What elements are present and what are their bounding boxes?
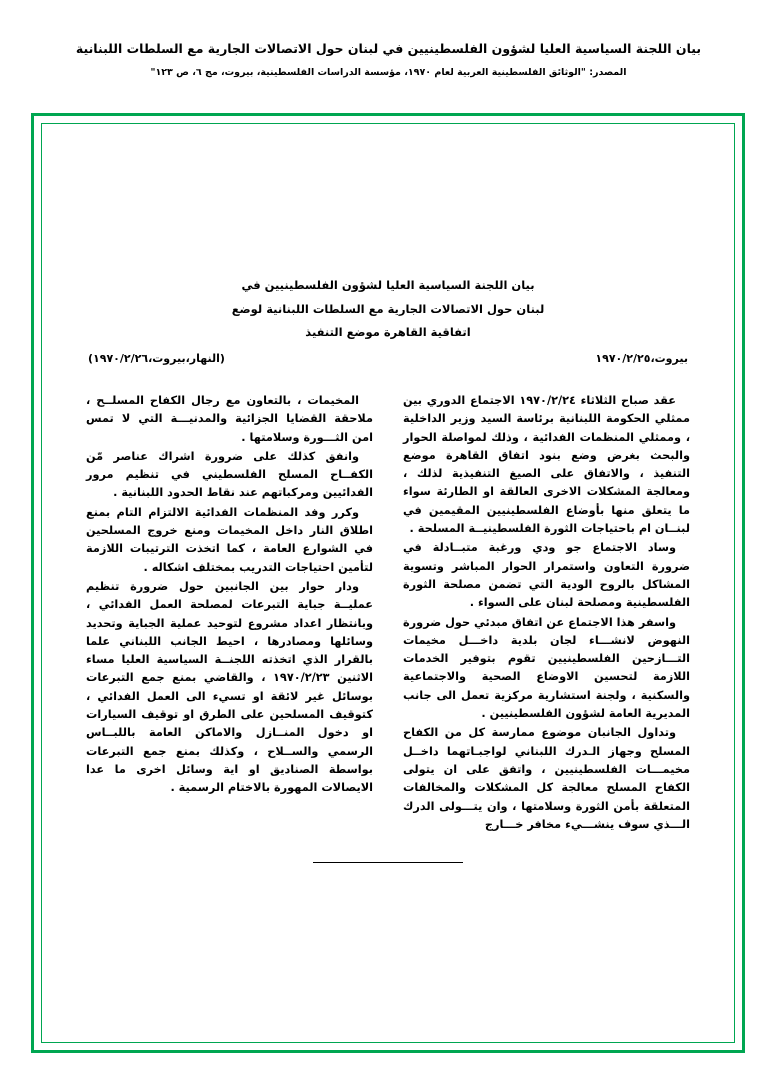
paragraph: عقد صباح الثلاثاء ١٩٧٠/٢/٢٤ الاجتماع الدوري بين ممثلي الحكومة اللبنانية برئاسة السيد وزير الداخلية ، وممثلي المنظمات الفدائية ، وذلك لمواصلة الحوار والبحث بغرض وضع بنود اتفاق القاهرة موضع التنفيذ ، والاتفاق على الصيغ التنفيذية لذلك ، ومعالجة المشكلات الاخرى العالقة او الطارئة سواء ما يتعلق منها بأوضاع الفلسطينيين المقيمين في لبنــان ام باحتياجات الثورة الفلسطينيــة المسلحة . bbox=[403, 394, 690, 536]
page-header bbox=[0, 0, 777, 78]
page-title: بيان اللجنة السياسية العليا لشؤون الفلسطينيين في لبنان حول الاتصالات الجارية مع السلطات اللبنانية bbox=[75, 41, 702, 56]
green-border-frame bbox=[31, 113, 745, 1053]
document-title-line-3: اتفاقية القاهرة موضع التنفيذ bbox=[305, 325, 471, 340]
source-citation: المصدر: "الوثائق الفلسطينية العربية لعام ١٩٧٠، مؤسسة الدراسات الفلسطينية، بيروت، مج ٦، ص ١٢٣" bbox=[150, 66, 627, 78]
paragraph: وساد الاجتماع جو ودي ورغبة متبــادلة في ضرورة التعاون واستمرار الحوار المباشر وتسوية المشاكل بالروح الودية التي تضمن مصلحة الثورة الفلسطينية ومصلحة لبنان على السواء . bbox=[403, 541, 690, 610]
document-title-line-1: بيان اللجنة السياسية العليا لشؤون الفلسطينيين في bbox=[241, 278, 535, 292]
framed-content bbox=[42, 124, 734, 1042]
column-right bbox=[403, 392, 690, 835]
dateline-place-date: بيروت،١٩٧٠/٢/٢٥ bbox=[595, 352, 688, 365]
document-title bbox=[42, 274, 734, 345]
paragraph: المخيمات ، بالتعاون مع رجال الكفاح المسلــح ، ملاحقة القضايا الجزائية والمدنيـــة التي لا تمس امن الثـــورة وسلامتها . bbox=[86, 394, 373, 444]
green-inner-border bbox=[41, 123, 735, 1043]
paragraph: ودار حوار بين الجانبين حول ضرورة تنظيم عمليــة جباية التبرعات لمصلحة العمل الفدائي ، وبانتظار اعداد مشروع لتوحيد عملية الجباية وتحديد وسائلها ومصادرها ، احيط الجانب اللبناني علما بالقرار الذي اتخذته اللجنــة السياسية العليا مساء الاثنين ١٩٧٠/٢/٢٣ ، والقاضي بمنع جمع التبرعات بوسائل غير لائقة او تسيء الى العمل الفدائي ، كتوقيف المسلحين على الطرق او توقيف السيارات او دخول المنــازل والاماكن العامة باللبــاس الرسمي والســلاح ، وكذلك بمنع جمع التبرعات بواسطة الصناديق او اية وسائل اخرى ما عدا الايصالات المهورة بالاختام الرسمية . bbox=[86, 579, 374, 795]
dateline-source-ref: (النهار،بيروت،١٩٧٠/٢/٢٦) bbox=[88, 352, 225, 365]
section-divider bbox=[313, 862, 463, 863]
paragraph: وكرر وفد المنظمات الفدائية الالتزام التام بمنع اطلاق النار داخل المخيمات ومنع خروج المسلحين في الشوارع العامة ، كما اتخذت الترتيبات اللازمة لتأمين احتياجات التدريب بمختلف اشكاله . bbox=[86, 505, 373, 574]
column-left bbox=[86, 392, 373, 835]
dateline bbox=[88, 352, 688, 365]
body-columns bbox=[86, 392, 690, 835]
paragraph: واسفر هذا الاجتماع عن اتفاق مبدئي حول ضرورة النهوض لانشـــاء لجان بلدية داخـــل مخيمات التـــازحين الفلسطينيين تقوم بتوفير الخدمات اللازمة لتحسين الاوضاع الصحية والاجتماعية والسكنية ، ولجنة استشارية مركزية تعمل الى جانب المديرية العامة لشؤون الفلسطينيين . bbox=[403, 615, 690, 721]
paragraph: وانفق كذلك على ضرورة اشراك عناصر مّن الكفــاح المسلح الفلسطيني في تنظيم مرور الفدائيين ومركباتهم عند نقاط الحدود اللبنانية . bbox=[86, 449, 373, 500]
document-title-line-2: لبنان حول الاتصالات الجارية مع السلطات اللبنانية لوضع bbox=[231, 301, 545, 316]
paragraph: وتداول الجانبان موضوع ممارسة كل من الكفاح المسلح وجهاز الـدرك اللبناني لواجبـاتهما داخــل مخيمـــات الفلسطينيين ، واتفق على ان يتولى الكفاح المسلح معالجة كل المشكلات والمخالفات المتعلقة بأمن الثورة وسلامتها ، وان يتـــولى الدرك الـــذي سوف ينشـــيء مخافر خـــارج bbox=[403, 726, 690, 831]
